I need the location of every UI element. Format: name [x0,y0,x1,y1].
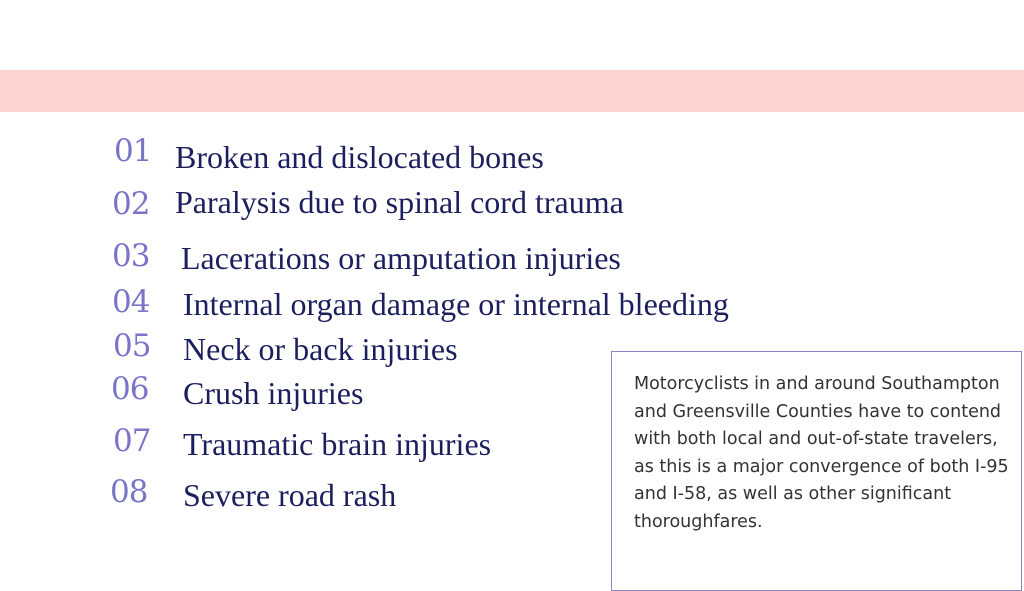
list-item-text: Crush injuries [183,375,364,411]
list-item-number: 08 [110,474,148,510]
list-item-number: 06 [111,371,149,407]
list-item-number: 01 [114,133,152,169]
list-item-text: Broken and dislocated bones [175,139,544,175]
list-item-text: Neck or back injuries [183,331,458,367]
list-item-number: 07 [113,423,151,459]
list-item-number: 03 [112,238,150,274]
list-item-number: 02 [112,186,150,222]
info-text-box: Motorcyclists in and around Southampton and Greensville Counties have to contend with both local and out-of-state travelers, as this is a major convergence of both I-95 and I-58, as well as other significant thoroughfares. [611,351,1022,591]
list-item-number: 05 [113,328,151,364]
list-item-text: Traumatic brain injuries [183,426,492,462]
list-item-text: Lacerations or amputation injuries [181,240,621,276]
list-item-text: Paralysis due to spinal cord trauma [175,184,624,220]
header-band [0,70,1024,112]
list-item-text: Internal organ damage or internal bleeding [183,286,729,322]
list-item-text: Severe road rash [183,477,397,513]
list-item-number: 04 [112,284,150,320]
